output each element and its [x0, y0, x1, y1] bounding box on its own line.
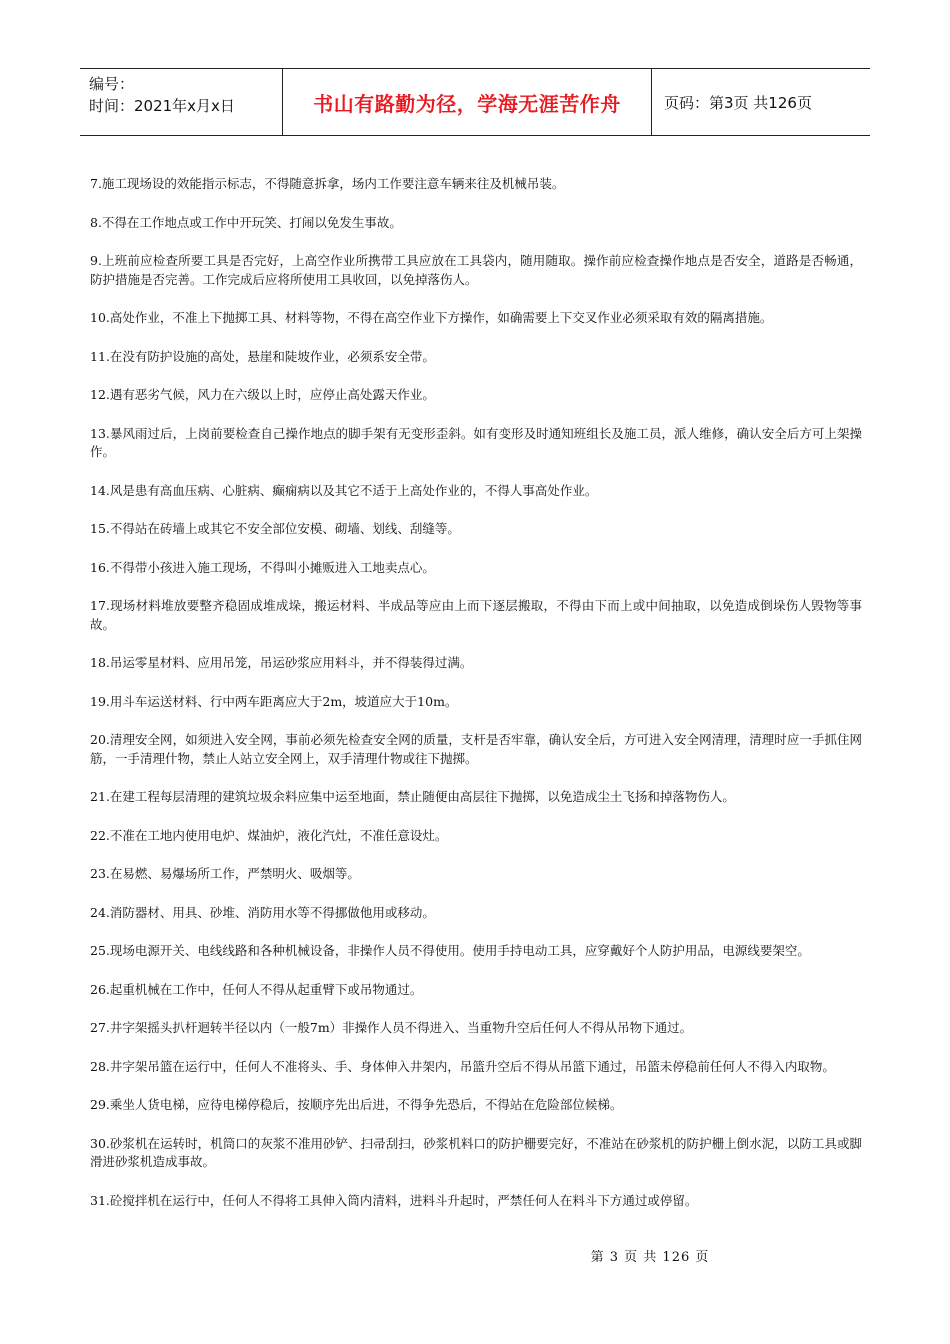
rule-item: 24.消防器材、用具、砂堆、消防用水等不得挪做他用或移动。	[90, 904, 435, 920]
document-body	[90, 155, 862, 1210]
rule-item: 7.施工现场设的效能指示标志，不得随意拆拿，场内工作要注意车辆来往及机械吊装。	[90, 176, 565, 191]
rule-item: 16.不得带小孩进入施工现场，不得叫小摊贩进入工地卖点心。	[90, 559, 435, 575]
rule-item: 9.上班前应检查所要工具是否完好，上高空作业所携带工具应放在工具袋内，随用随取。操作前应检查操作地点是否安全，道路是否畅通，防护措施是否完善。工作完成后应将所使用工具收回，以免掉落伤人。	[90, 253, 862, 287]
rule-item: 15.不得站在砖墙上或其它不安全部位安模、砌墙、划线、刮缝等。	[90, 521, 460, 536]
rule-item: 29.乘坐人货电梯，应待电梯停稳后，按顺序先出后进，不得争先恐后，不得站在危险部位候梯。	[90, 1097, 623, 1112]
rule-item: 8.不得在工作地点或工作中开玩笑、打闹以免发生事故。	[90, 214, 402, 230]
time-label: 时间：2021年x月x日	[89, 97, 235, 115]
rule-item: 12.遇有恶劣气候，风力在六级以上时，应停止高处露天作业。	[90, 387, 435, 402]
header-meta	[80, 69, 282, 135]
rule-item: 28.井字架吊篮在运行中，任何人不准将头、手、身体伸入井架内，吊篮升空后不得从吊篮下通过，吊篮未停稳前任何人不得入内取物。	[90, 1058, 835, 1074]
rule-item: 22.不准在工地内使用电炉、煤油炉，液化汽灶，不准任意设灶。	[90, 827, 448, 843]
document-header	[80, 68, 870, 136]
rule-item: 30.砂浆机在运转时，机筒口的灰浆不准用砂铲、扫帚刮扫，砂浆机料口的防护栅要完好，不准站在砂浆机的防护栅上倒水泥，以防工具或脚滑进砂浆机造成事故。	[90, 1135, 862, 1169]
rule-item: 20.清理安全网，如须进入安全网，事前必须先检查安全网的质量，支杆是否牢靠，确认安全后，方可进入安全网清理，清理时应一手抓住网筋，一手清理什物，禁止人站立安全网上，双手清理什物或往下抛掷。	[90, 732, 862, 766]
motto-title: 书山有路勤为径，学海无涯苦作舟	[282, 69, 652, 135]
page-info: 页码：第3页 共126页	[664, 93, 812, 112]
rule-item: 31.砼搅拌机在运行中，任何人不得将工具伸入筒内清料，进料斗升起时，严禁任何人在料斗下方通过或停留。	[90, 1192, 698, 1208]
rule-item: 25.现场电源开关、电线线路和各种机械设备，非操作人员不得使用。使用手持电动工具，应穿戴好个人防护用品，电源线要架空。	[90, 943, 810, 958]
rule-item: 27.井字架摇头扒杆迴转半径以内（一般7m）非操作人员不得进入、当重物升空后任何人不得从吊物下通过。	[90, 1020, 693, 1035]
rule-item: 21.在建工程每层清理的建筑垃圾余料应集中运至地面，禁止随便由高层往下抛掷，以免造成尘土飞扬和掉落物伤人。	[90, 789, 735, 804]
rule-item: 17.现场材料堆放要整齐稳固成堆成垛，搬运材料、半成品等应由上而下逐层搬取，不得由下而上或中间抽取，以免造成倒垛伤人毁物等事故。	[90, 598, 862, 632]
rule-item: 26.起重机械在工作中，任何人不得从起重臂下或吊物通过。	[90, 981, 423, 997]
page-footer: 第 3 页 共 126 页	[590, 1250, 710, 1265]
rule-item: 11.在没有防护设施的高处，悬崖和陡坡作业，必须系安全带。	[90, 348, 435, 364]
rule-item: 13.暴风雨过后，上岗前要检查自己操作地点的脚手架有无变形歪斜。如有变形及时通知班组长及施工员，派人维修，确认安全后方可上架操作。	[90, 425, 862, 459]
rule-item: 14.风是患有高血压病、心脏病、癫痫病以及其它不适于上高处作业的，不得人事高处作业。	[90, 482, 598, 498]
rule-item: 18.吊运零星材料、应用吊笼，吊运砂浆应用料斗，并不得装得过满。	[90, 655, 473, 670]
rule-item: 23.在易燃、易爆场所工作，严禁明火、吸烟等。	[90, 866, 360, 881]
number-label: 编号：	[89, 75, 135, 93]
rule-item: 10.高处作业，不准上下抛掷工具、材料等物，不得在高空作业下方操作，如确需要上下交叉作业必须采取有效的隔离措施。	[90, 310, 773, 325]
rule-item: 19.用斗车运送材料、行中两车距离应大于2m，坡道应大于10m。	[90, 693, 458, 709]
